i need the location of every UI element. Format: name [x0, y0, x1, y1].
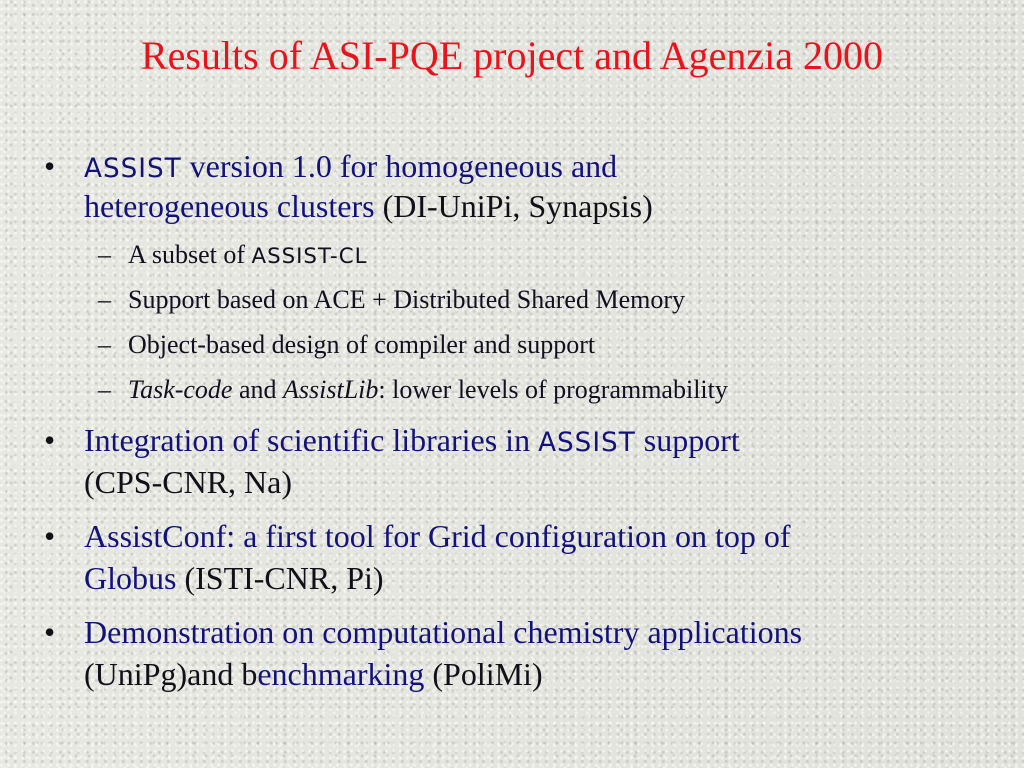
bullet-3-line-1: AssistConf: a first tool for Grid configuration on top of: [84, 518, 791, 554]
bullet-marker: •: [44, 148, 56, 184]
dash-marker: –: [98, 240, 111, 269]
bullet-1-affiliation: (DI-UniPi, Synapsis): [374, 188, 653, 224]
subitem-text: Object-based design of compiler and support: [128, 330, 596, 359]
assist-brand: ASSIST: [84, 154, 182, 184]
assist-brand: ASSIST: [538, 428, 636, 458]
bullet-marker: •: [44, 422, 56, 458]
bullet-3-affiliation: (ISTI-CNR, Pi): [176, 560, 384, 596]
bullet-1-line-2: [84, 186, 653, 226]
bullet-marker: •: [44, 614, 56, 650]
bullet-1-text-cont: heterogeneous clusters: [84, 188, 375, 224]
subitem-text: Task-code and AssistLib: lower levels of programmability: [128, 375, 728, 404]
bullet-marker: •: [44, 518, 56, 554]
subitem-text: Support based on ACE + Distributed Shared Memory: [128, 285, 685, 314]
bullet-4-line-1: Demonstration on computational chemistry applications: [84, 614, 803, 650]
subitem-text: A subset of ASSIST-CL: [128, 240, 368, 269]
bullet-3-line-2: Globus (ISTI-CNR, Pi): [84, 560, 384, 596]
bullet-1-line-1: [84, 146, 617, 189]
dash-marker: –: [98, 285, 111, 314]
bullet-2-line-1: Integration of scientific libraries in ASSIST support: [84, 422, 740, 458]
bullet-2-affiliation: (CPS-CNR, Na): [84, 464, 293, 500]
bullet-4-line-2: (UniPg)and benchmarking (PoliMi): [84, 656, 543, 692]
dash-marker: –: [98, 375, 111, 404]
assist-cl-brand: ASSIST-CL: [251, 244, 368, 269]
bullet-2-line-2: [84, 462, 292, 502]
bullet-1-text: version 1.0 for homogeneous and: [181, 148, 618, 184]
dash-marker: –: [98, 330, 111, 359]
slide-title: Results of ASI-PQE project and Agenzia 2000: [140, 33, 884, 78]
